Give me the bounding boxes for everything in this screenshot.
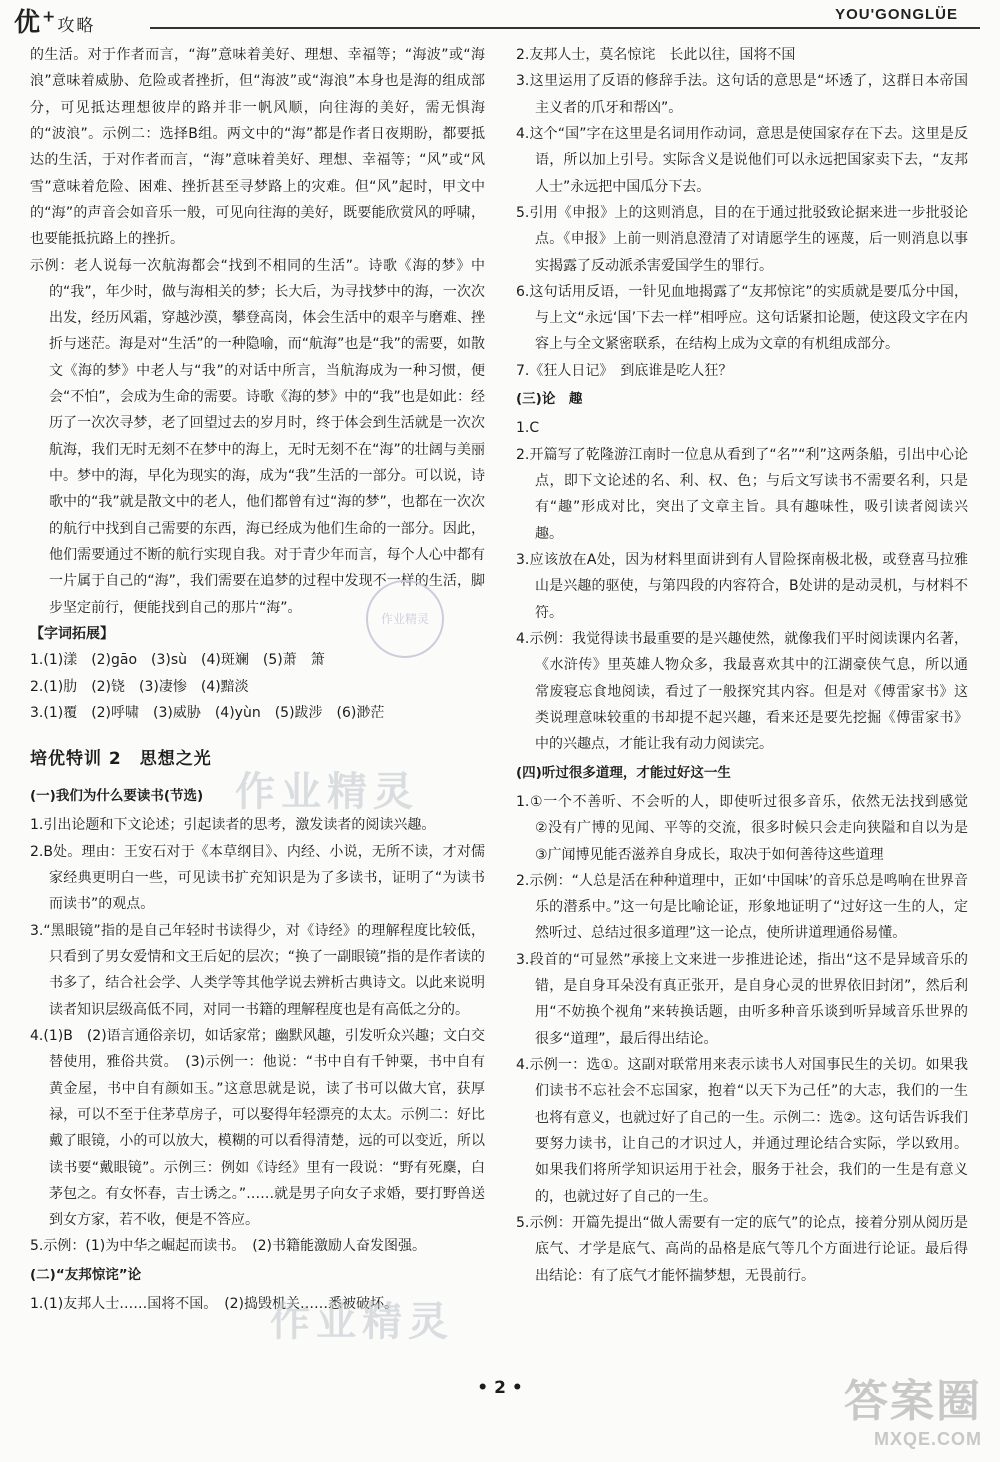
answer-item: 1.(1)友邦人士……国将不国。 (2)捣毁机关……悉被破坏。	[30, 1296, 399, 1313]
site-watermark	[844, 1365, 982, 1450]
page-header	[0, 0, 1000, 42]
answer-item: 1.(1)漾 (2)gāo (3)sù (4)斑斓 (5)萧 箫	[30, 652, 325, 669]
answer-item: 3.应该放在A处，因为材料里面讲到有人冒险探南极北极，或登喜马拉雅山是兴趣的驱使，与第四段的内容符合，B处讲的是动灵机，与材料不符。	[516, 552, 968, 621]
brand-name: YOU'GONGLÜE	[835, 6, 958, 23]
answer-item: 2.(1)肋 (2)铙 (3)凄惨 (4)黯淡	[30, 678, 249, 695]
paragraph: 的生活。对于作者而言，“海”意味着美好、理想、幸福等；“海波”或“海浪”意味着威胁、危险或者挫折，但“海波”或“海浪”本身也是海的组成部分，可见抵达理想彼岸的路并非一帆风顺，向往海的美好，需无惧海的“波浪”。示例二：选择B组。两文中的“海”都是作者日夜期盼，都要抵达的生活，于对作者而言，“海”意味着美好、理想、幸福等；“风”或“风雪”意味着危险、困难、挫折甚至寻梦路上的灾难。但“风”起时，甲文中的“海”的声音会如音乐一般，可见向往海的美好，既要能欣赏风的呼啸，也要能抵抗路上的挫折。	[30, 47, 485, 248]
site-watermark-name: 答案圈	[844, 1377, 982, 1426]
answer-item: 2.B处。理由：王安石对于《本草纲目》、内经、小说，无所不读，才对儒家经典更明白一些，可见读书扩充知识是为了多读书，证明了“为读书而读书”的观点。	[30, 843, 485, 913]
watermark-text: 作业精灵	[235, 769, 419, 815]
sub-title: (一)我们为什么要读书(节选)	[30, 788, 204, 805]
answer-item: 2.友邦人士，莫名惊诧 长此以往，国将不国	[516, 47, 796, 63]
sub-title: (三)论 趣	[516, 391, 583, 408]
answer-item: 4.这个“国”字在这里是名词用作动词，意思是使国家存在下去。这里是反语，所以加上引号。实际含义是说他们可以永远把国家卖下去，“友邦人士”永远把中国瓜分下去。	[516, 125, 968, 195]
answer-item: 1.引出论题和下文论述；引起读者的思考，激发读者的阅读兴趣。	[30, 817, 436, 834]
answer-item: 6.这句话用反语，一针见血地揭露了“友邦惊诧”的实质就是要瓜分中国，与上文“永远‘国’下去一样”相呼应。这句话紧扣论题，使这段文字在内容上与全文紧密联系，在结构上成为文章的有机组成部分。	[516, 283, 968, 353]
header-rule	[150, 27, 980, 29]
answer-item: 5.示例：(1)为中华之崛起而读书。 (2)书籍能激励人奋发图强。	[30, 1238, 427, 1255]
answer-item: 7.《狂人日记》 到底谁是吃人狂？	[516, 362, 733, 379]
answer-item: 4.示例：我觉得读书最重要的是兴趣使然，就像我们平时阅读课内名著，《水浒传》里英雄人物众多，我最喜欢其中的江湖豪侠气息，所以通常废寝忘食地阅读，看过了一般探究其内容。但是对《傅雷家书》这类说理意味较重的书却提不起兴趣，看来还是要先挖掘《傅雷家书》中的兴趣点，才能让我有动力阅读完。	[516, 630, 968, 753]
answer-item: 3.这里运用了反语的修辞手法。这句话的意思是“坏透了，这群日本帝国主义者的爪牙和帮凶”。	[516, 73, 968, 116]
answer-item: 2.示例：“人总是活在种种道理中，正如‘中国味’的音乐总是鸣响在世界音乐的潜系中。”这一句是比喻论证，形象地证明了“过好这一生的人，定然听过、总结过很多道理”这一论点，使所讲道理通俗易懂。	[516, 872, 968, 942]
answer-item: 1.①一个不善听、不会听的人，即使听过很多音乐，依然无法找到感觉 ②没有广博的见闻、平等的交流，很多时候只会走向狭隘和自以为是 ③广闻博见能否滋养自身成长，取决于如何善待这些道理	[516, 793, 982, 863]
answer-item: 示例：老人说每一次航海都会“找到不相同的生活”。诗歌《海的梦》中的“我”，年少时，做与海相关的梦；长大后，为寻找梦中的海，一次次出发，经历风霜，穿越沙漠，攀登高岗，体会生活中的艰辛与磨难、挫折与迷茫。海是对“生活”的一种隐喻，而“航海”也是“我”的需要，如散文《海的梦》中老人与“我”的对话中所言，当航海成为一种习惯，便会“不怕”，会成为生命的需要。诗歌《海的梦》中的“我”也是如此：经历了一次次寻梦，老了回望过去的岁月时，终于体会到生活就是一次次航海，我们无时无刻不在梦中的海上，无时无刻不在“海”的壮阔与美丽中。梦中的海，早化为现实的海，成为“我”生活的一部分。可以说，诗歌中的“我”就是散文中的老人，他们都曾有过“海的梦”，也都在一次次的航行中找到自己需要的东西，海已经成为他们生命的一部分。因此，他们需要通过不断的航行实现自我。对于青少年而言，每个人心中都有一片属于自己的“海”，我们需要在追梦的过程中发现不一样的生活，脚步坚定前行，便能找到自己的那片“海”。	[30, 257, 485, 616]
answer-item: 3.(1)覆 (2)呼啸 (3)威胁 (4)yùn (5)跋涉 (6)渺茫	[30, 704, 385, 721]
section-label: 【字词拓展】	[30, 625, 114, 642]
answer-item: 4.示例一：选①。这副对联常用来表示读书人对国事民生的关切。如果我们读书不忘社会不忘国家，抱着“以天下为己任”的大志，我们的一生也将有意义，也就过好了自己的一生。示例二：选②。这句话告诉我们要努力读书，让自己的才识过人，并通过理论结合实际，学以致用。如果我们将所学知识运用于社会，服务于社会，我们的一生是有意义的，也就过好了自己的一生。	[516, 1057, 968, 1205]
sub-title: (二)“友邦惊诧”论	[30, 1266, 142, 1283]
left-column	[30, 42, 485, 1382]
sub-title: (四)听过很多道理，才能过好这一生	[516, 764, 731, 781]
answer-item: 3.段首的“可显然”承接上文来进一步推进论述，指出“这不是异域音乐的错，是自身耳朵没有真正张开，是自身心灵的世界依旧封闭”，然后利用“不妨换个视角”来转换话题，由听多种音乐谈到听异域音乐世界的很多“道理”，最后得出结论。	[516, 951, 968, 1047]
site-watermark-url: MXQE.COM	[873, 1429, 982, 1449]
page-number: • 2 •	[477, 1378, 523, 1398]
answer-item: 4.(1)B (2)语言通俗亲切，如话家常；幽默风趣，引发听众兴趣；文白交替使用，雅俗共赏。 (3)示例一：他说：“书中自有千钟粟，书中自有黄金屋，书中自有颜如玉。”这意思就是说，读了书可以做大官，获厚禄，可以不至于住茅草房子，可以娶得年轻漂亮的太太。示例二：好比戴了眼镜，小的可以放大，模糊的可以看得清楚，远的可以变近，所以读书要“戴眼镜”。示例三：例如《诗经》里有一段说：“野有死麇，白茅包之。有女怀春，吉士诱之。”……就是男子向女子求婚，要打野兽送到女方家，若不收，便是不答应。	[30, 1027, 485, 1229]
answer-item: 5.引用《申报》上的这则消息，目的在于通过批驳致论据来进一步批驳论点。《申报》上前一则消息澄清了对请愿学生的诬蔑，后一则消息以事实揭露了反动派杀害爱国学生的罪行。	[516, 204, 968, 274]
watermark-stamp: 作业精灵	[366, 580, 444, 658]
answer-item: 1.C	[516, 420, 540, 437]
answer-item: 2.开篇写了乾隆游江南时一位息从看到了“名”“利”这两条船，引出中心论点，即下文论述的名、利、权、色；与后文写读书不需要名利，只是有“趣”形成对比，突出了文章主旨。具有趣味性，吸引读者阅读兴趣。	[516, 446, 968, 542]
brand-logo: 优+攻略	[14, 6, 96, 38]
answer-item: 3.“黑眼镜”指的是自己年轻时书读得少，对《诗经》的理解程度比较低，只看到了男女爱情和文王后妃的层次；“换了一副眼镜”指的是作者读的书多了，结合社会学、人类学等其他学说去辨析古典诗文。以此来说明读者知识层级高低不同，对同一书籍的理解程度也是有高低之分的。	[30, 922, 485, 1018]
watermark-text: 作业精灵	[270, 1299, 454, 1345]
answer-item: 5.示例：开篇先提出“做人需要有一定的底气”的论点，接着分别从阅历是底气、才学是底气、高尚的品格是底气等几个方面进行论证。最后得出结论：有了底气才能怀揣梦想，无畏前行。	[516, 1214, 968, 1284]
section-title: 培优特训 2 思想之光	[30, 749, 212, 770]
right-column	[516, 42, 982, 1382]
